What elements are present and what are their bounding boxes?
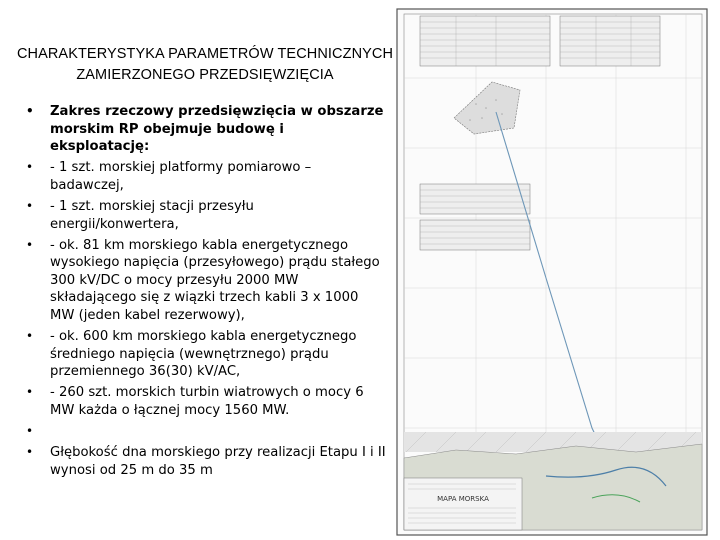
bullet-item-mv-cable: • - ok. 600 km morskiego kabla energetycznego średniego napięcia (wewnętrznego) prądu przemiennego 36(30) kV/AC, [26, 328, 386, 381]
bullet-item-empty [26, 423, 386, 441]
sea-map-figure [396, 8, 708, 536]
bullet-item-scope: • Zakres rzeczowy przedsięwzięcia w obszarze morskim RP obejmuje budowę i eksploatację: [26, 103, 386, 156]
bullet-item-turbines: • - 260 szt. morskich turbin wiatrowych o mocy 6 MW każda o łącznej mocy 1560 MW. [26, 384, 386, 419]
coordinate-tables-top [420, 16, 660, 66]
bullet-item-platform: • - 1 szt. morskiej platformy pomiarowo – badawczej, [26, 159, 386, 194]
title-line-1: CHARAKTERYSTYKA PARAMETRÓW TECHNICZNYCH [16, 46, 394, 62]
title-line-2: ZAMIERZONEGO PRZEDSIĘWZIĘCIA [76, 67, 334, 83]
map-title: MAPA MORSKA [437, 495, 489, 503]
bullet-item-depth: • Głębokość dna morskiego przy realizacji Etapu I i II wynosi od 25 m do 35 m [26, 444, 386, 479]
bullet-item-hv-cable: • - ok. 81 km morskiego kabla energetycznego wysokiego napięcia (przesyłowego) prądu stałego 300 kV/DC o mocy przesyłu 2000 MW składającego się z wiązki trzech kabli 3 x 1000 MW (jeden kabel rezerwowy), [26, 237, 386, 325]
bullet-list [26, 103, 386, 483]
bullet-item-station: • - 1 szt. morskiej stacji przesyłu energii/konwertera, [26, 198, 386, 233]
page-title [10, 44, 400, 86]
sea-map-drawing [396, 8, 708, 536]
